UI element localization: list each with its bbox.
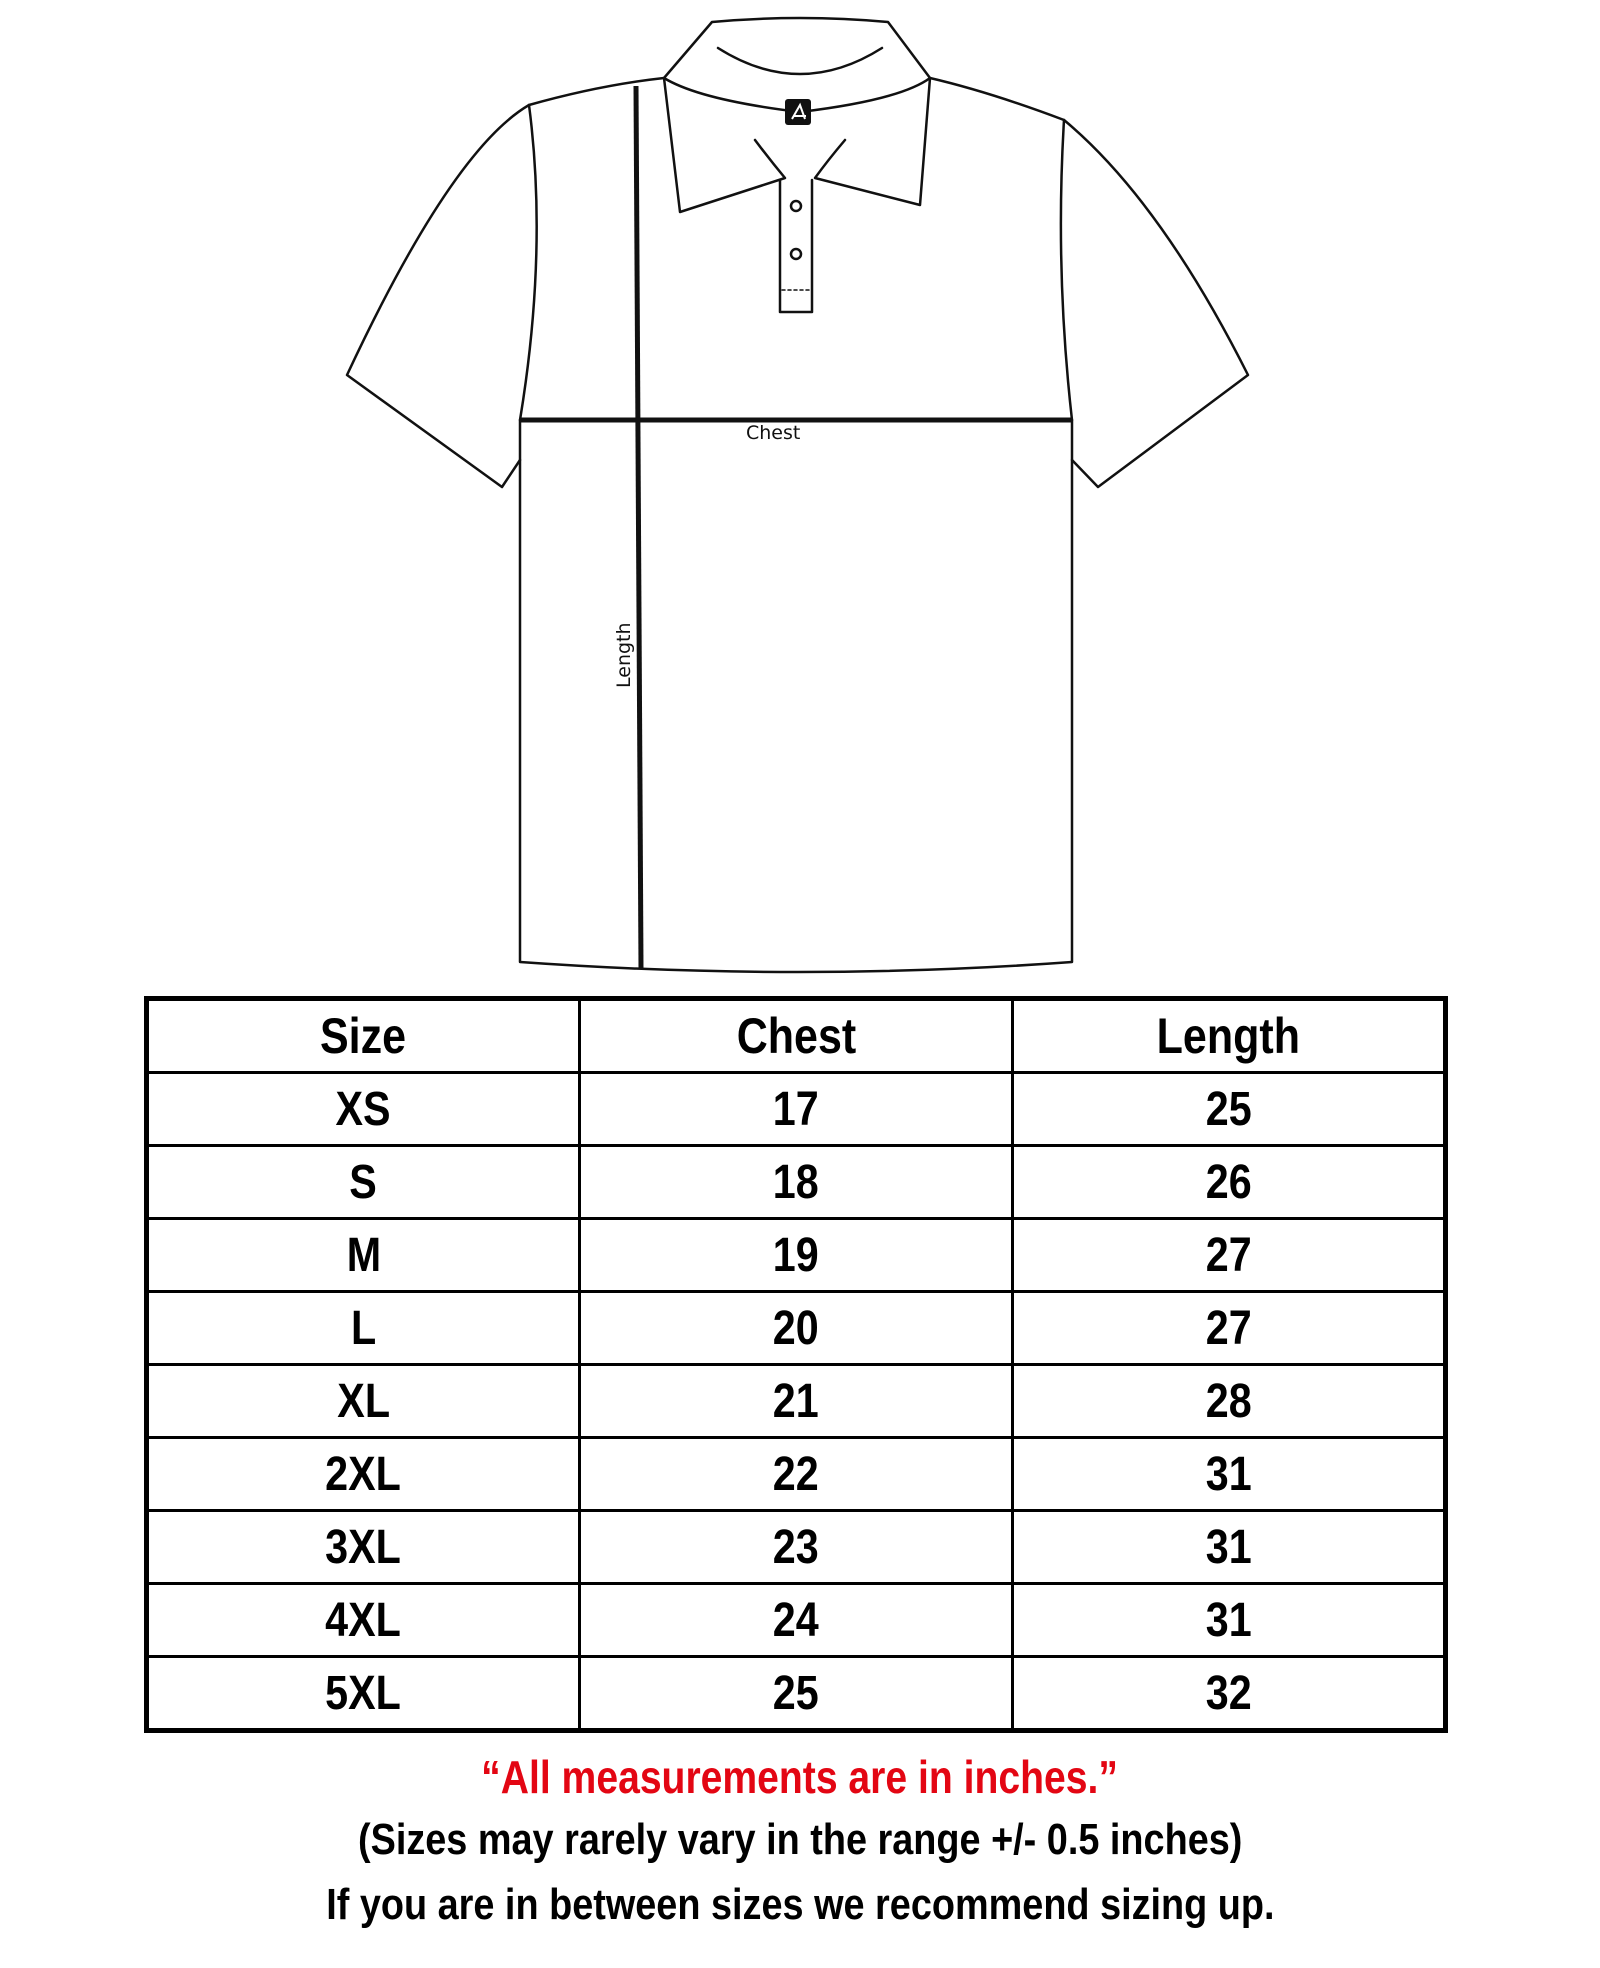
size-cell: 2XL bbox=[147, 1438, 580, 1511]
size-cell: 3XL bbox=[147, 1511, 580, 1584]
left-shoulder bbox=[529, 78, 664, 105]
button-top bbox=[791, 201, 801, 211]
chest-cell: 18 bbox=[580, 1146, 1013, 1219]
size-cell: XL bbox=[147, 1365, 580, 1438]
length-cell: 31 bbox=[1013, 1584, 1446, 1657]
chest-cell: 17 bbox=[580, 1073, 1013, 1146]
size-cell: L bbox=[147, 1292, 580, 1365]
length-cell: 31 bbox=[1013, 1511, 1446, 1584]
shirt-body-outline bbox=[520, 420, 1072, 972]
table-header-row bbox=[147, 999, 1446, 1073]
size-cell: M bbox=[147, 1219, 580, 1292]
length-cell: 25 bbox=[1013, 1073, 1446, 1146]
length-cell: 27 bbox=[1013, 1219, 1446, 1292]
size-variance-note-text: (Sizes may rarely vary in the range +/- 0.5 inches) bbox=[357, 1815, 1243, 1864]
size-cell: XS bbox=[147, 1073, 580, 1146]
chest-cell: 19 bbox=[580, 1219, 1013, 1292]
table-row bbox=[147, 1365, 1446, 1438]
length-label: Length bbox=[613, 622, 635, 688]
chest-cell: 20 bbox=[580, 1292, 1013, 1365]
left-sleeve-outline bbox=[347, 105, 529, 487]
right-armhole bbox=[1061, 120, 1072, 420]
measurement-unit-note-text: “All measurements are in inches.” bbox=[481, 1751, 1119, 1803]
table-row bbox=[147, 1511, 1446, 1584]
table-row bbox=[147, 1219, 1446, 1292]
table-row bbox=[147, 1146, 1446, 1219]
header-chest: Chest bbox=[580, 999, 1013, 1073]
chest-cell: 23 bbox=[580, 1511, 1013, 1584]
table-row bbox=[147, 1657, 1446, 1731]
table-row bbox=[147, 1073, 1446, 1146]
sizing-tip-note-text: If you are in between sizes we recommend sizing up. bbox=[325, 1880, 1275, 1929]
chest-cell: 21 bbox=[580, 1365, 1013, 1438]
collar-left-flap bbox=[664, 78, 785, 212]
length-cell: 32 bbox=[1013, 1657, 1446, 1731]
brand-logo-tag bbox=[785, 99, 811, 125]
size-variance-note bbox=[0, 1815, 1600, 1865]
header-size: Size bbox=[147, 999, 580, 1073]
size-cell: 4XL bbox=[147, 1584, 580, 1657]
collar-back bbox=[664, 18, 930, 112]
length-cell: 28 bbox=[1013, 1365, 1446, 1438]
left-armhole bbox=[520, 105, 537, 420]
length-cell: 26 bbox=[1013, 1146, 1446, 1219]
measurement-unit-note bbox=[0, 1750, 1600, 1804]
header-length: Length bbox=[1013, 999, 1446, 1073]
neckline-inner bbox=[718, 48, 882, 74]
length-cell: 31 bbox=[1013, 1438, 1446, 1511]
sizing-tip-note bbox=[0, 1880, 1600, 1930]
table-row bbox=[147, 1292, 1446, 1365]
chest-label: Chest bbox=[746, 422, 801, 444]
button-bottom bbox=[791, 249, 801, 259]
length-cell: 27 bbox=[1013, 1292, 1446, 1365]
table-row bbox=[147, 1584, 1446, 1657]
right-sleeve-outline bbox=[1064, 120, 1248, 487]
chest-cell: 22 bbox=[580, 1438, 1013, 1511]
table-row bbox=[147, 1438, 1446, 1511]
collar-right-flap bbox=[815, 78, 930, 205]
size-cell: S bbox=[147, 1146, 580, 1219]
size-cell: 5XL bbox=[147, 1657, 580, 1731]
length-measure-line bbox=[636, 86, 641, 968]
chest-cell: 25 bbox=[580, 1657, 1013, 1731]
size-chart-table bbox=[144, 996, 1448, 1733]
chest-cell: 24 bbox=[580, 1584, 1013, 1657]
right-shoulder bbox=[930, 78, 1064, 120]
